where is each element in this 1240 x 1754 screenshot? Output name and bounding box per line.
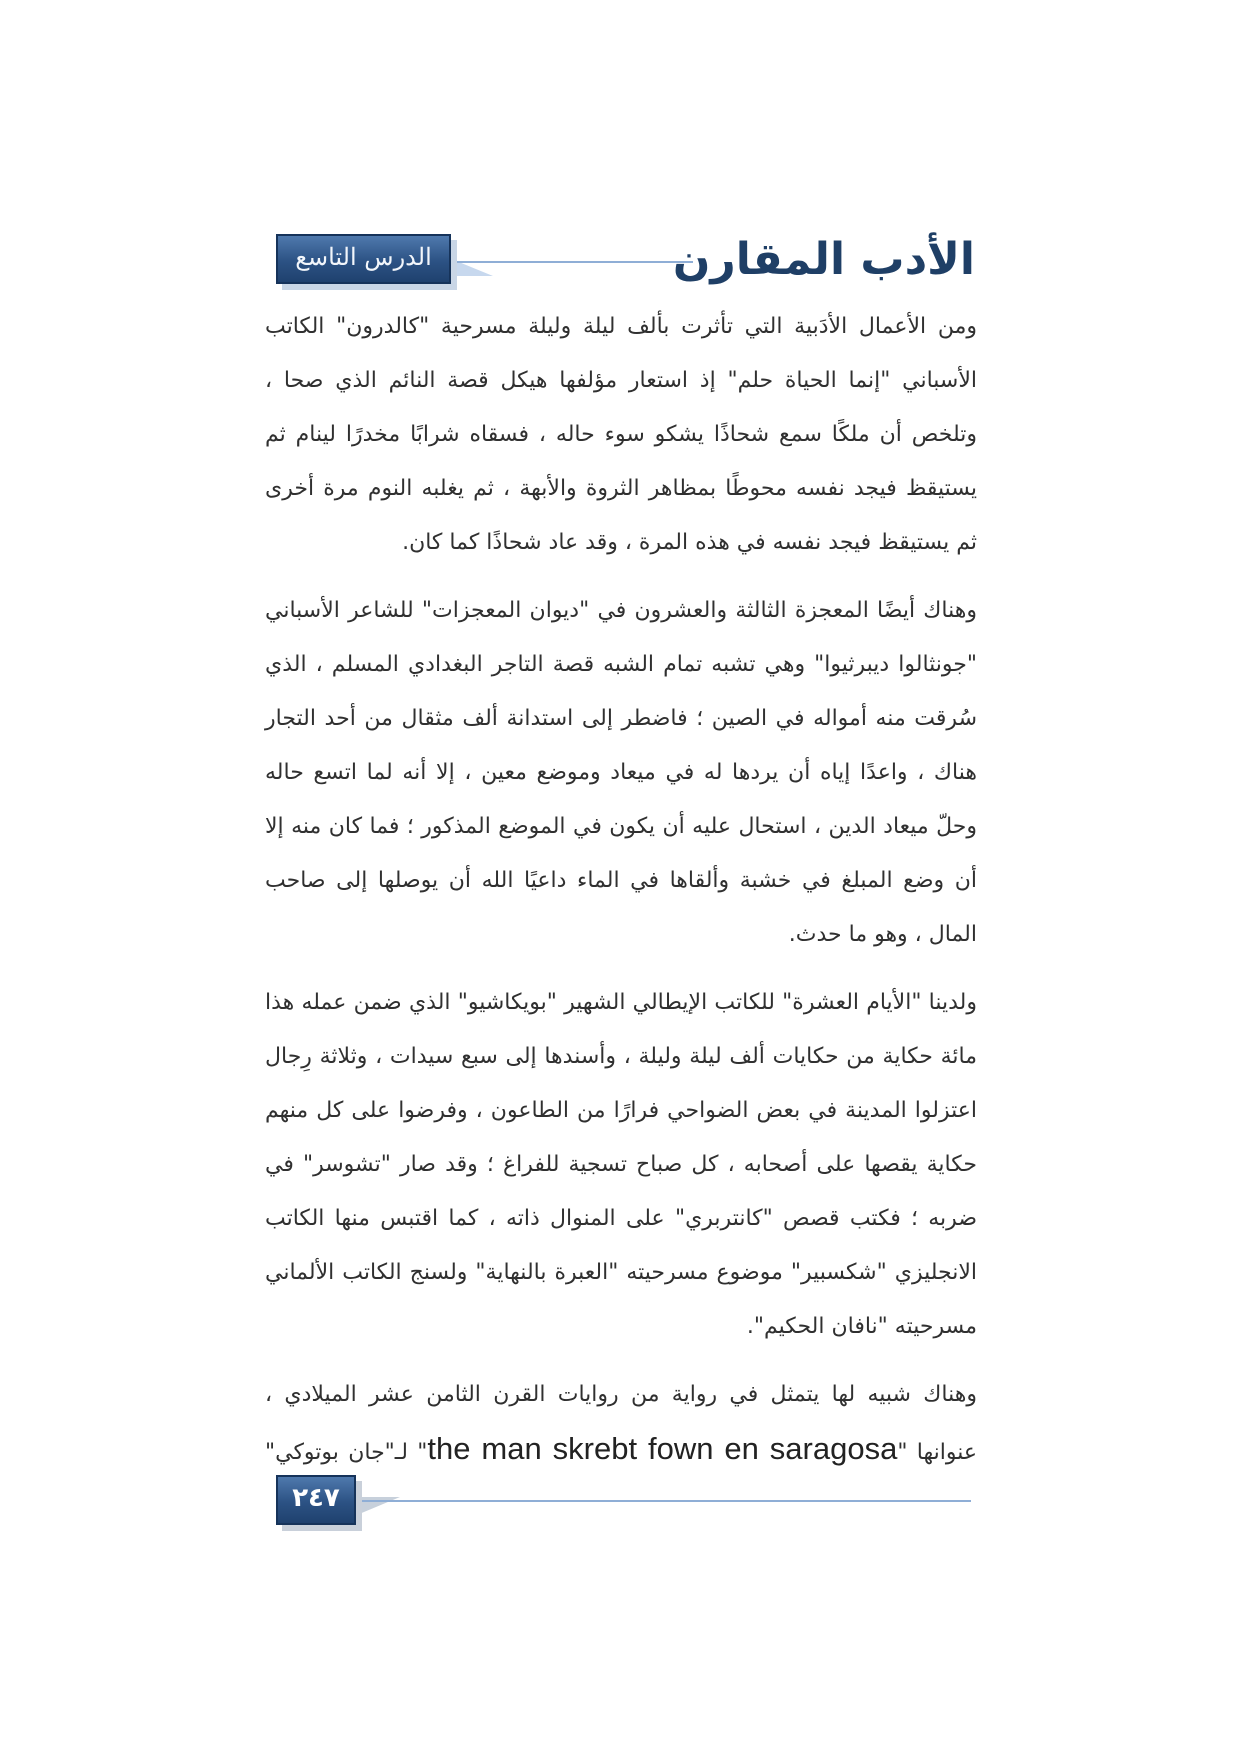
paragraph-3: ولدينا "الأيام العشرة" للكاتب الإيطالي الشهير "بويكاشيو" الذي ضمن عمله هذا مائة حكاية من حكايات ألف ليلة وليلة ، وأسندها إلى سبع سيدات ، وثلاثة رِجال اعتزلوا المدينة في بعض الضواحي فرارًا من الطاعون ، وفرضوا على كل منهم حكاية يقصها على أصحابه ، كل صباح تسجية للفراغ ؛ وقد صار "تشوسر" في ضربه ؛ فكتب قصص "كانتربري" على المنوال ذاته ، كما اقتبس منها الكاتب الانجليزي "شكسبير" موضوع مسرحيته "العبرة بالنهاية" ولسنج الكاتب الألماني مسرحيته "نافان الحكيم". <box>265 990 977 1339</box>
page-body <box>265 300 977 1494</box>
paragraph-4-text-end: " لـ"جان بوتوكي" <box>265 1440 428 1465</box>
paragraph-4 <box>265 1368 977 1480</box>
lesson-tab <box>276 234 451 284</box>
paragraph-1: ومن الأعمال الأدَبية التي تأثرت بألف ليلة وليلة مسرحية "كالدرون" الكاتب الأسباني "إنما الحياة حلم" إذ استعار مؤلفها هيكل قصة النائم الذي صحا ، وتلخص أن ملكًا سمع شحاذًا يشكو سوء حاله ، فسقاه شرابًا مخدرًا لينام ثم يستيقظ فيجد نفسه محوطًا بمظاهر الثروة والأبهة ، ثم يغلبه النوم مرة أخرى ثم يستيقظ فيجد نفسه في هذه المرة ، وقد عاد شحاذًا كما كان. <box>265 314 977 555</box>
lesson-tab-label: الدرس التاسع <box>295 243 432 271</box>
header-divider-line <box>453 261 693 263</box>
paragraph-2: وهناك أيضًا المعجزة الثالثة والعشرون في "ديوان المعجزات" للشاعر الأسباني "جونثالوا ديبرثيوا" وهي تشبه تمام الشبه قصة التاجر البغدادي المسلم ، الذي سُرقت منه أمواله في الصين ؛ فاضطر إلى استدانة ألف مثقال من أحد التجار هناك ، واعدًا إياه أن يردها له في ميعاد وموضع معين ، إلا أنه لما اتسع حاله وحلّ ميعاد الدين ، استحال عليه أن يكون في الموضع المذكور ؛ فما كان منه إلا أن وضع المبلغ في خشبة وألقاها في الماء داعيًا الله أن يوصلها إلى صاحب المال ، وهو ما حدث. <box>265 598 977 947</box>
paragraph-4-text-start: وهناك شبيه لها يتمثل في رواية من روايات القرن الثامن عشر الميلادي ، عنوانها " <box>265 1382 977 1465</box>
page-number: ٢٤٧ <box>292 1483 340 1513</box>
footer-divider-line <box>356 1500 971 1502</box>
page-header <box>0 0 1240 300</box>
page-number-box <box>276 1475 356 1525</box>
book-title: الأدب المقارن <box>672 234 975 285</box>
latin-novel-title: the man skrebt fown en saragosa <box>427 1431 898 1466</box>
